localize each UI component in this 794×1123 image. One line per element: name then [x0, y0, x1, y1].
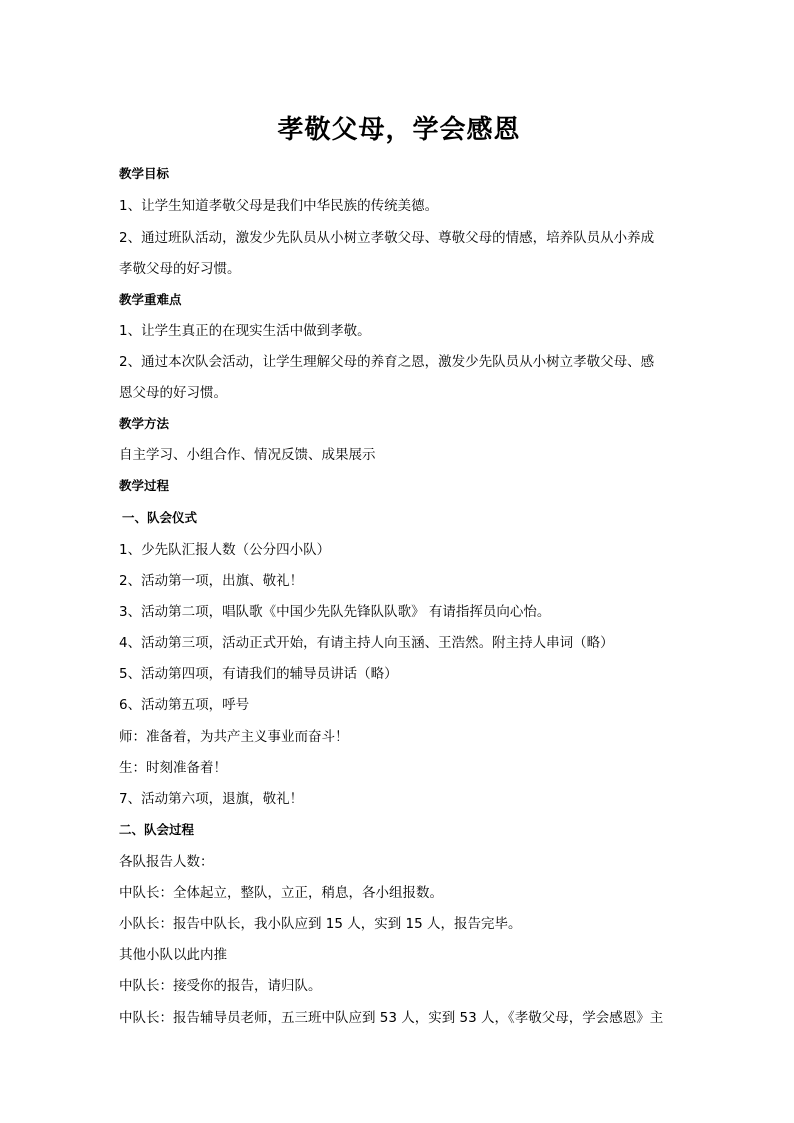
paragraph-line: 自主学习、小组合作、情况反馈、成果展示: [119, 447, 376, 463]
paragraph-line: 中队长：报告辅导员老师，五三班中队应到 53 人，实到 53 人，《孝敬父母，学会感恩》主: [119, 1010, 664, 1026]
paragraph-line: 5、活动第四项，有请我们的辅导员讲话（略）: [119, 666, 398, 682]
page-title: 孝敬父母，学会感恩: [277, 115, 521, 145]
paragraph-line: 2、活动第一项，出旗、敬礼！: [119, 573, 304, 589]
paragraph-line: 2、通过班队活动，激发少先队员从小树立孝敬父母、尊敬父母的情感，培养队员从小养成: [119, 230, 655, 246]
paragraph-line: 1、让学生真正的在现实生活中做到孝敬。: [119, 323, 371, 339]
paragraph-line: 4、活动第三项，活动正式开始，有请主持人向玉涵、王浩然。附主持人串词（略）: [119, 635, 614, 651]
subsection-heading-meeting-process: 二、队会过程: [119, 822, 195, 837]
paragraph-line: 生：时刻准备着！: [119, 760, 227, 776]
paragraph-line: 各队报告人数：: [119, 854, 214, 870]
paragraph-line: 中队长：全体起立，整队，立正，稍息，各小组报数。: [119, 885, 443, 901]
section-heading-methods: 教学方法: [119, 416, 170, 431]
paragraph-line: 1、让学生知道孝敬父母是我们中华民族的传统美德。: [119, 198, 439, 214]
paragraph-line: 恩父母的好习惯。: [119, 385, 227, 401]
paragraph-line: 小队长：报告中队长，我小队应到 15 人，实到 15 人，报告完毕。: [119, 916, 522, 932]
paragraph-line: 3、活动第二项，唱队歌《中国少先队先锋队队歌》 有请指挥员向心怡。: [119, 604, 551, 620]
paragraph-line: 6、活动第五项，呼号: [119, 697, 250, 713]
paragraph-line: 孝敬父母的好习惯。: [119, 261, 241, 277]
section-heading-process: 教学过程: [119, 478, 170, 493]
section-heading-objectives: 教学目标: [119, 166, 170, 181]
paragraph-line: 其他小队以此内推: [119, 947, 227, 963]
section-heading-key-points: 教学重难点: [119, 292, 182, 307]
paragraph-line: 7、活动第六项，退旗，敬礼！: [119, 791, 304, 807]
paragraph-line: 师：准备着，为共产主义事业而奋斗！: [119, 729, 349, 745]
paragraph-line: 2、通过本次队会活动，让学生理解父母的养育之恩，激发少先队员从小树立孝敬父母、感: [119, 354, 655, 370]
subsection-heading-ceremony: 一、队会仪式: [122, 510, 198, 525]
paragraph-line: 1、少先队汇报人数（公分四小队）: [119, 542, 331, 558]
paragraph-line: 中队长：接受你的报告，请归队。: [119, 978, 322, 994]
